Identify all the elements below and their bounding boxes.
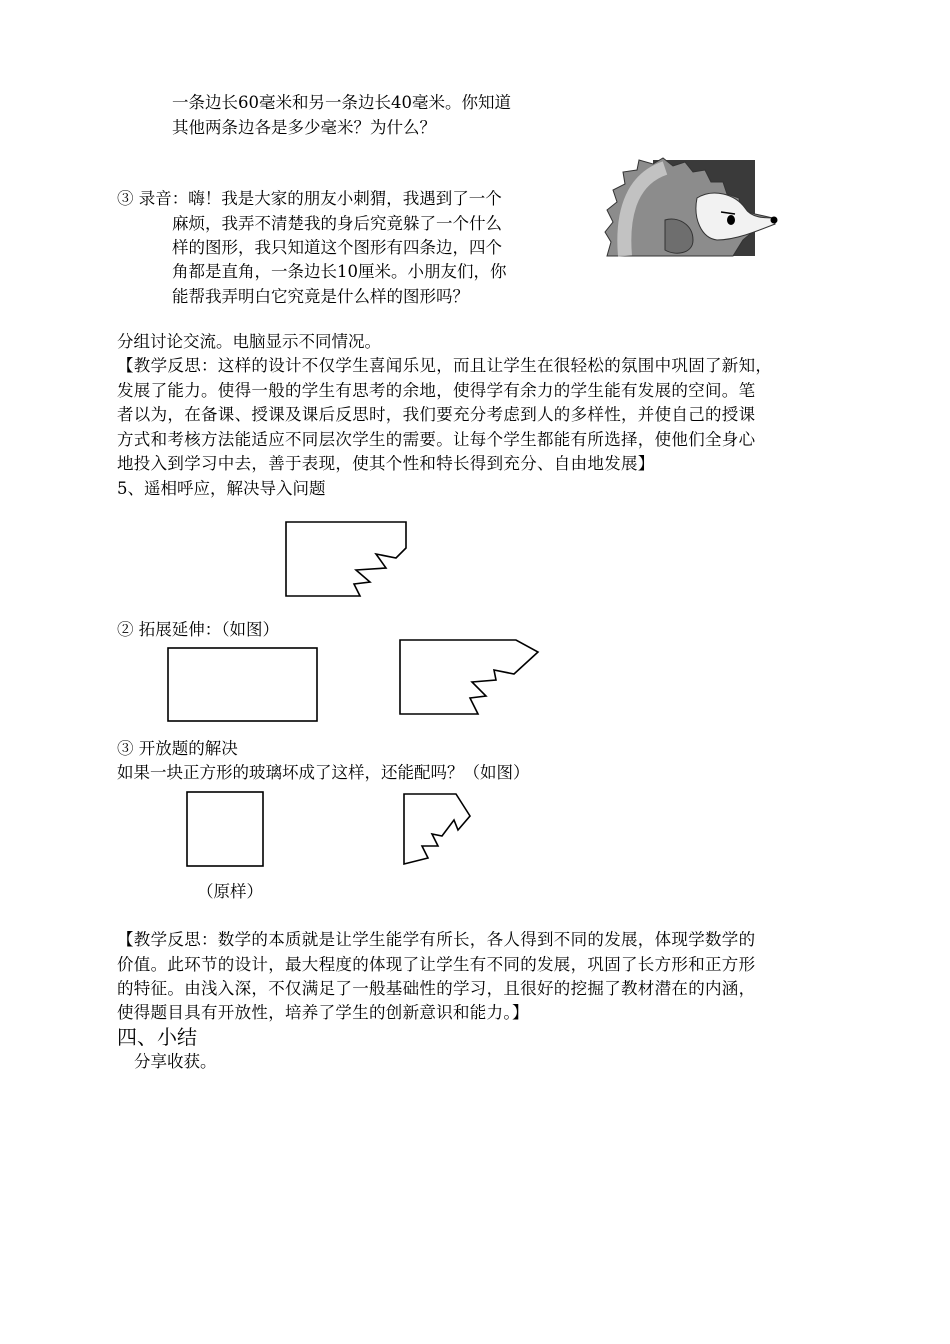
discussion-text: 分组讨论交流。电脑显示不同情况。	[117, 332, 381, 351]
extension-title: ② 拓展延伸：（如图）	[117, 620, 279, 639]
openq-title: ③ 开放题的解决	[117, 739, 238, 758]
square-original-figure	[185, 790, 265, 868]
rectangle-figure	[166, 646, 320, 724]
reflection2-line2: 价值。此环节的设计，最大程度的体现了让学生有不同的发展，巩固了长方形和正方形	[117, 955, 756, 974]
item3-line1: ③ 录音：嗨！我是大家的朋友小刺猬，我遇到了一个	[117, 189, 502, 208]
hedgehog-illustration	[605, 158, 780, 260]
openq-question: 如果一块正方形的玻璃坏成了这样，还能配吗？（如图）	[117, 763, 530, 782]
section5-title: 5、遥相呼应，解决导入问题	[117, 479, 326, 498]
reflection2-line4: 使得题目具有开放性，培养了学生的创新意识和能力。】	[117, 1003, 529, 1022]
item3-line5: 能帮我弄明白它究竟是什么样的图形吗？	[172, 287, 469, 306]
reflection1-line2: 发展了能力。使得一般的学生有思考的余地，使得学有余力的学生能有发展的空间。笔	[117, 381, 756, 400]
reflection2-line1: 【教学反思：数学的本质就是让学生能学有所长，各人得到不同的发展，体现学数学的	[117, 930, 756, 949]
reflection1-line3: 者以为，在备课、授课及课后反思时，我们要充分考虑到人的多样性，并使自己的授课	[117, 405, 756, 424]
original-label: （原样）	[197, 882, 263, 901]
item2-line1: 一条边长60毫米和另一条边长40毫米。你知道	[172, 93, 511, 112]
broken-square-figure	[402, 792, 474, 868]
item2-line2: 其他两条边各是多少毫米？为什么？	[172, 118, 436, 137]
item3-line4: 角都是直角，一条边长10厘米。小朋友们，你	[172, 262, 507, 281]
item3-line2: 麻烦，我弄不清楚我的身后究竟躲了一个什么	[172, 214, 502, 233]
broken-rectangle-figure	[284, 520, 410, 600]
reflection1-line4: 方式和考核方法能适应不同层次学生的需要。让每个学生都能有所选择，使他们全身心	[117, 430, 756, 449]
reflection1-line1: 【教学反思：这样的设计不仅学生喜闻乐见，而且让学生在很轻松的氛围中巩固了新知，	[117, 356, 773, 375]
broken-pentagon-figure	[398, 638, 542, 718]
summary-heading: 四、小结	[117, 1025, 197, 1049]
summary-text: 分享收获。	[134, 1052, 217, 1071]
reflection2-line3: 的特征。由浅入深，不仅满足了一般基础性的学习，且很好的挖掘了教材潜在的内涵，	[117, 979, 756, 998]
item3-line3: 样的图形，我只知道这个图形有四条边，四个	[172, 238, 502, 257]
reflection1-line5: 地投入到学习中去，善于表现，使其个性和特长得到充分、自由地发展】	[117, 454, 655, 473]
